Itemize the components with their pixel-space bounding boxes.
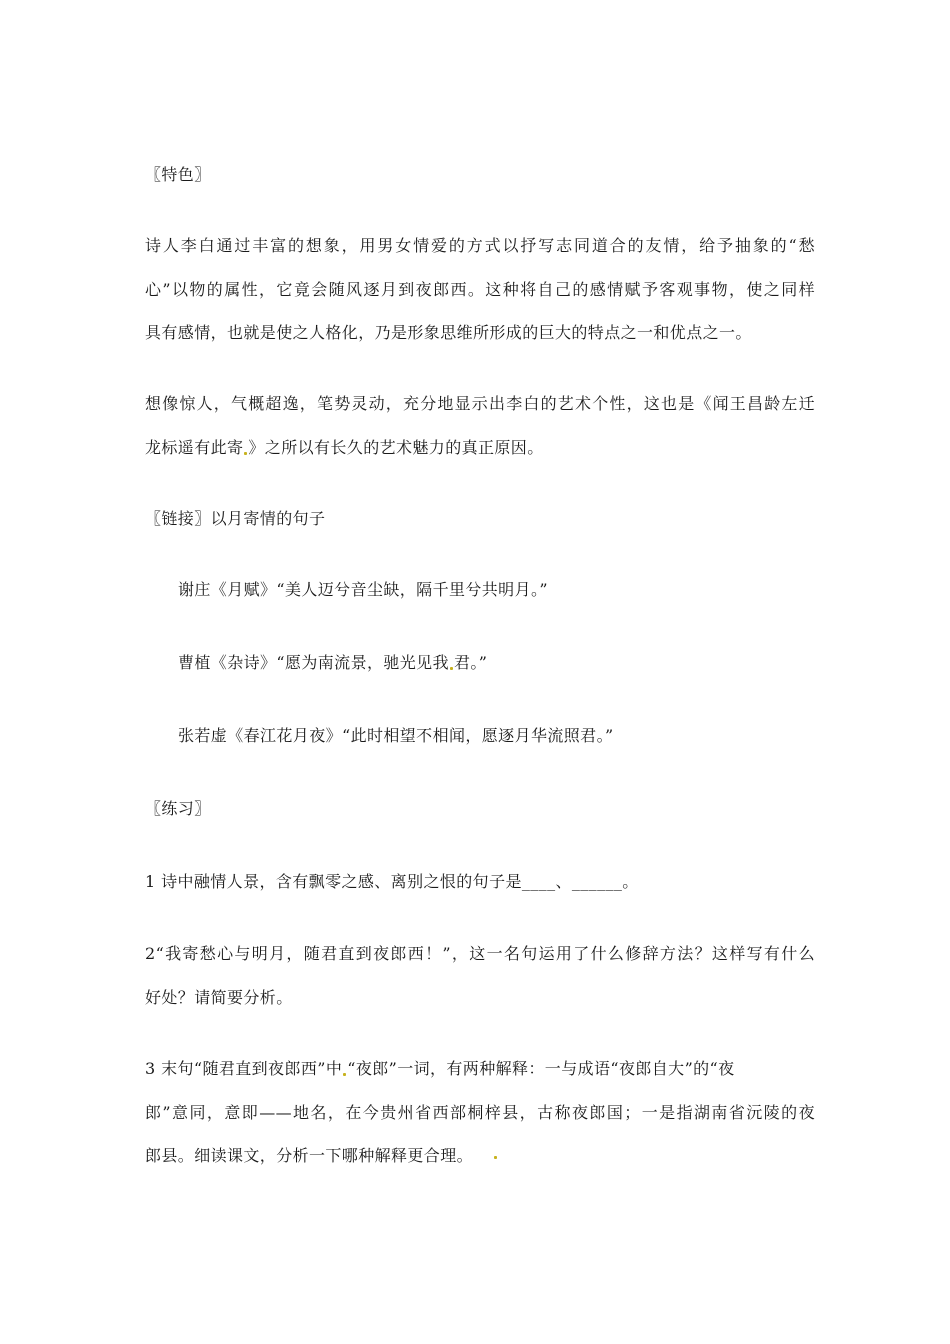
- link-heading: 〖链接〗以月寄情的句子: [145, 509, 326, 528]
- link-quote-1: 谢庄《月赋》“美人迈兮音尘缺，隔千里兮共明月。”: [178, 580, 548, 599]
- practice-question-2-line-1: 2“我寄愁心与明月，随君直到夜郎西！”，这一名句运用了什么修辞方法？这样写有什么: [145, 944, 815, 963]
- link-quote-3: 张若虚《春江花月夜》“此时相望不相闻，愿逐月华流照君。”: [178, 726, 614, 745]
- feature-paragraph-1-line-1: 诗人李白通过丰富的想象，用男女情爱的方式以抒写志同道合的友情，给予抽象的“愁: [145, 236, 815, 255]
- link-quote-2-text-b: 君。”: [453, 653, 488, 672]
- highlight-dot: [343, 1073, 346, 1076]
- feature-paragraph-1-line-3: 具有感情，也就是使之人格化，乃是形象思维所形成的巨大的特点之一和优点之一。: [145, 323, 752, 342]
- practice-heading: 〖练习〗: [145, 799, 211, 818]
- practice-question-1: 1 诗中融情人景，含有飘零之感、离别之恨的句子是____、______。: [145, 872, 639, 891]
- practice-question-3-text-b: “夜郎”一词，有两种解释：一与成语“夜郎自大”的“夜: [347, 1059, 735, 1078]
- feature-paragraph-1-line-2: 心”以物的属性，它竟会随风逐月到夜郎西。这种将自己的感情赋予客观事物，使之同样: [145, 280, 815, 299]
- link-quote-2: [178, 653, 818, 673]
- practice-question-3-line-3: 郎县。细读课文，分析一下哪种解释更合理。: [145, 1146, 474, 1165]
- highlight-dot: [450, 667, 453, 670]
- practice-question-2-line-2: 好处？请简要分析。: [145, 988, 293, 1007]
- practice-question-3-line-1: [145, 1059, 815, 1079]
- feature-heading: 〖特色〗: [145, 165, 211, 184]
- practice-question-3-line-2: 郎”意同，意即——地名，在今贵州省西部桐梓县，古称夜郎国；一是指湖南省沅陵的夜: [145, 1103, 815, 1122]
- link-quote-2-text-a: 曹植《杂诗》“愿为南流景，驰光见我: [178, 653, 449, 672]
- highlight-dot: [244, 452, 247, 455]
- practice-question-3-text-a: 3 末句“随君直到夜郎西”中: [145, 1059, 343, 1078]
- feature-paragraph-2-line-2: [145, 438, 815, 458]
- feature-paragraph-2-text-b: 》之所以有长久的艺术魅力的真正原因。: [248, 438, 544, 457]
- highlight-dot: [494, 1156, 497, 1159]
- feature-paragraph-2-line-1: 想像惊人，气概超逸，笔势灵动，充分地显示出李白的艺术个性，这也是《闻王昌龄左迁: [145, 394, 815, 413]
- feature-paragraph-2-text-a: 龙标遥有此寄: [145, 438, 244, 457]
